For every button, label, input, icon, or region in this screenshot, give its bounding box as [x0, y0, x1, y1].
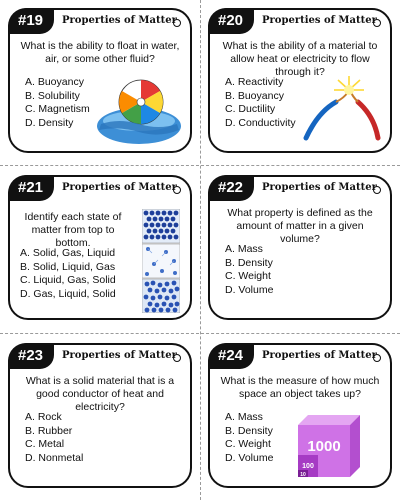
answer-option: B. Rubber: [25, 424, 73, 437]
answer-option: D. Conductivity: [225, 116, 296, 129]
question-text: What is the ability of a material to allow heat or electricity to flow through it?: [222, 40, 378, 78]
answer-list: [225, 243, 273, 297]
sparking-wire-icon: [298, 72, 386, 144]
question-text: What is the ability to float in water, air, or some other fluid?: [20, 40, 180, 65]
punch-hole-icon: [373, 19, 381, 27]
question-text: What property is defined as the amount of matter in a given volume?: [227, 207, 373, 245]
particle-states-icon: [142, 209, 180, 313]
card-title: Properties of Matter: [62, 182, 177, 193]
answer-option: C. Magnetism: [25, 103, 90, 115]
answer-option: C. Weight: [225, 270, 271, 282]
punch-hole-icon: [373, 354, 381, 362]
punch-hole-icon: [173, 186, 181, 194]
task-card-19: [8, 8, 192, 153]
card-title: Properties of Matter: [62, 350, 177, 361]
card-title: Properties of Matter: [262, 350, 377, 361]
answer-option: A. Solid, Gas, Liquid: [20, 247, 116, 259]
answer-option: A. Mass: [225, 411, 263, 423]
card-number: #20: [208, 8, 254, 34]
answer-option: C. Metal: [25, 438, 65, 450]
task-card-24: [208, 343, 392, 488]
punch-hole-icon: [173, 354, 181, 362]
answer-option: B. Solubility: [25, 89, 80, 102]
card-number: #24: [208, 343, 254, 369]
card-title: Properties of Matter: [62, 15, 177, 26]
card-title: Properties of Matter: [262, 182, 377, 193]
answer-option: A. Buoyancy: [25, 76, 84, 88]
answer-option: B. Solid, Liquid, Gas: [20, 260, 116, 273]
question-text: What is the measure of how much space an object takes up?: [220, 375, 380, 400]
question-text: What is a solid material that is a good conductor of heat and electricity?: [25, 375, 175, 413]
task-card-20: [208, 8, 392, 153]
answer-list: [20, 247, 116, 301]
answer-option: C. Ductility: [225, 103, 276, 115]
answer-option: A. Rock: [25, 411, 62, 423]
task-card-23: [8, 343, 192, 488]
answer-option: D. Volume: [225, 451, 274, 464]
answer-list: [225, 411, 273, 465]
cut-line-horizontal: [0, 333, 400, 334]
volume-cubes-icon: [294, 413, 364, 479]
card-number: #21: [8, 175, 54, 201]
answer-option: A. Reactivity: [225, 76, 284, 88]
card-number: #19: [8, 8, 54, 34]
answer-option: C. Liquid, Gas, Solid: [20, 274, 116, 286]
cube-label-10: 10: [300, 472, 306, 478]
card-number: #23: [8, 343, 54, 369]
beach-ball-icon: [95, 74, 183, 146]
answer-list: [25, 411, 83, 465]
question-text: Identify each state of matter from top to bottom.: [24, 211, 122, 249]
answer-option: B. Density: [225, 424, 273, 437]
answer-option: C. Weight: [225, 438, 271, 450]
card-number: #22: [208, 175, 254, 201]
punch-hole-icon: [373, 186, 381, 194]
task-card-21: [8, 175, 192, 320]
answer-option: D. Volume: [225, 283, 274, 296]
answer-list: [25, 76, 90, 130]
answer-list: [225, 76, 296, 130]
cut-line-vertical: [200, 0, 201, 500]
cut-line-horizontal: [0, 165, 400, 166]
answer-option: D. Density: [25, 116, 74, 129]
cube-label-100: 100: [302, 463, 314, 470]
card-title: Properties of Matter: [262, 15, 377, 26]
answer-option: D. Gas, Liquid, Solid: [20, 287, 116, 300]
answer-option: A. Mass: [225, 243, 263, 255]
answer-option: B. Buoyancy: [225, 89, 284, 102]
answer-option: D. Nonmetal: [25, 451, 84, 464]
task-card-22: [208, 175, 392, 320]
punch-hole-icon: [173, 19, 181, 27]
answer-option: B. Density: [225, 256, 273, 269]
cube-label-1000: 1000: [307, 438, 341, 455]
